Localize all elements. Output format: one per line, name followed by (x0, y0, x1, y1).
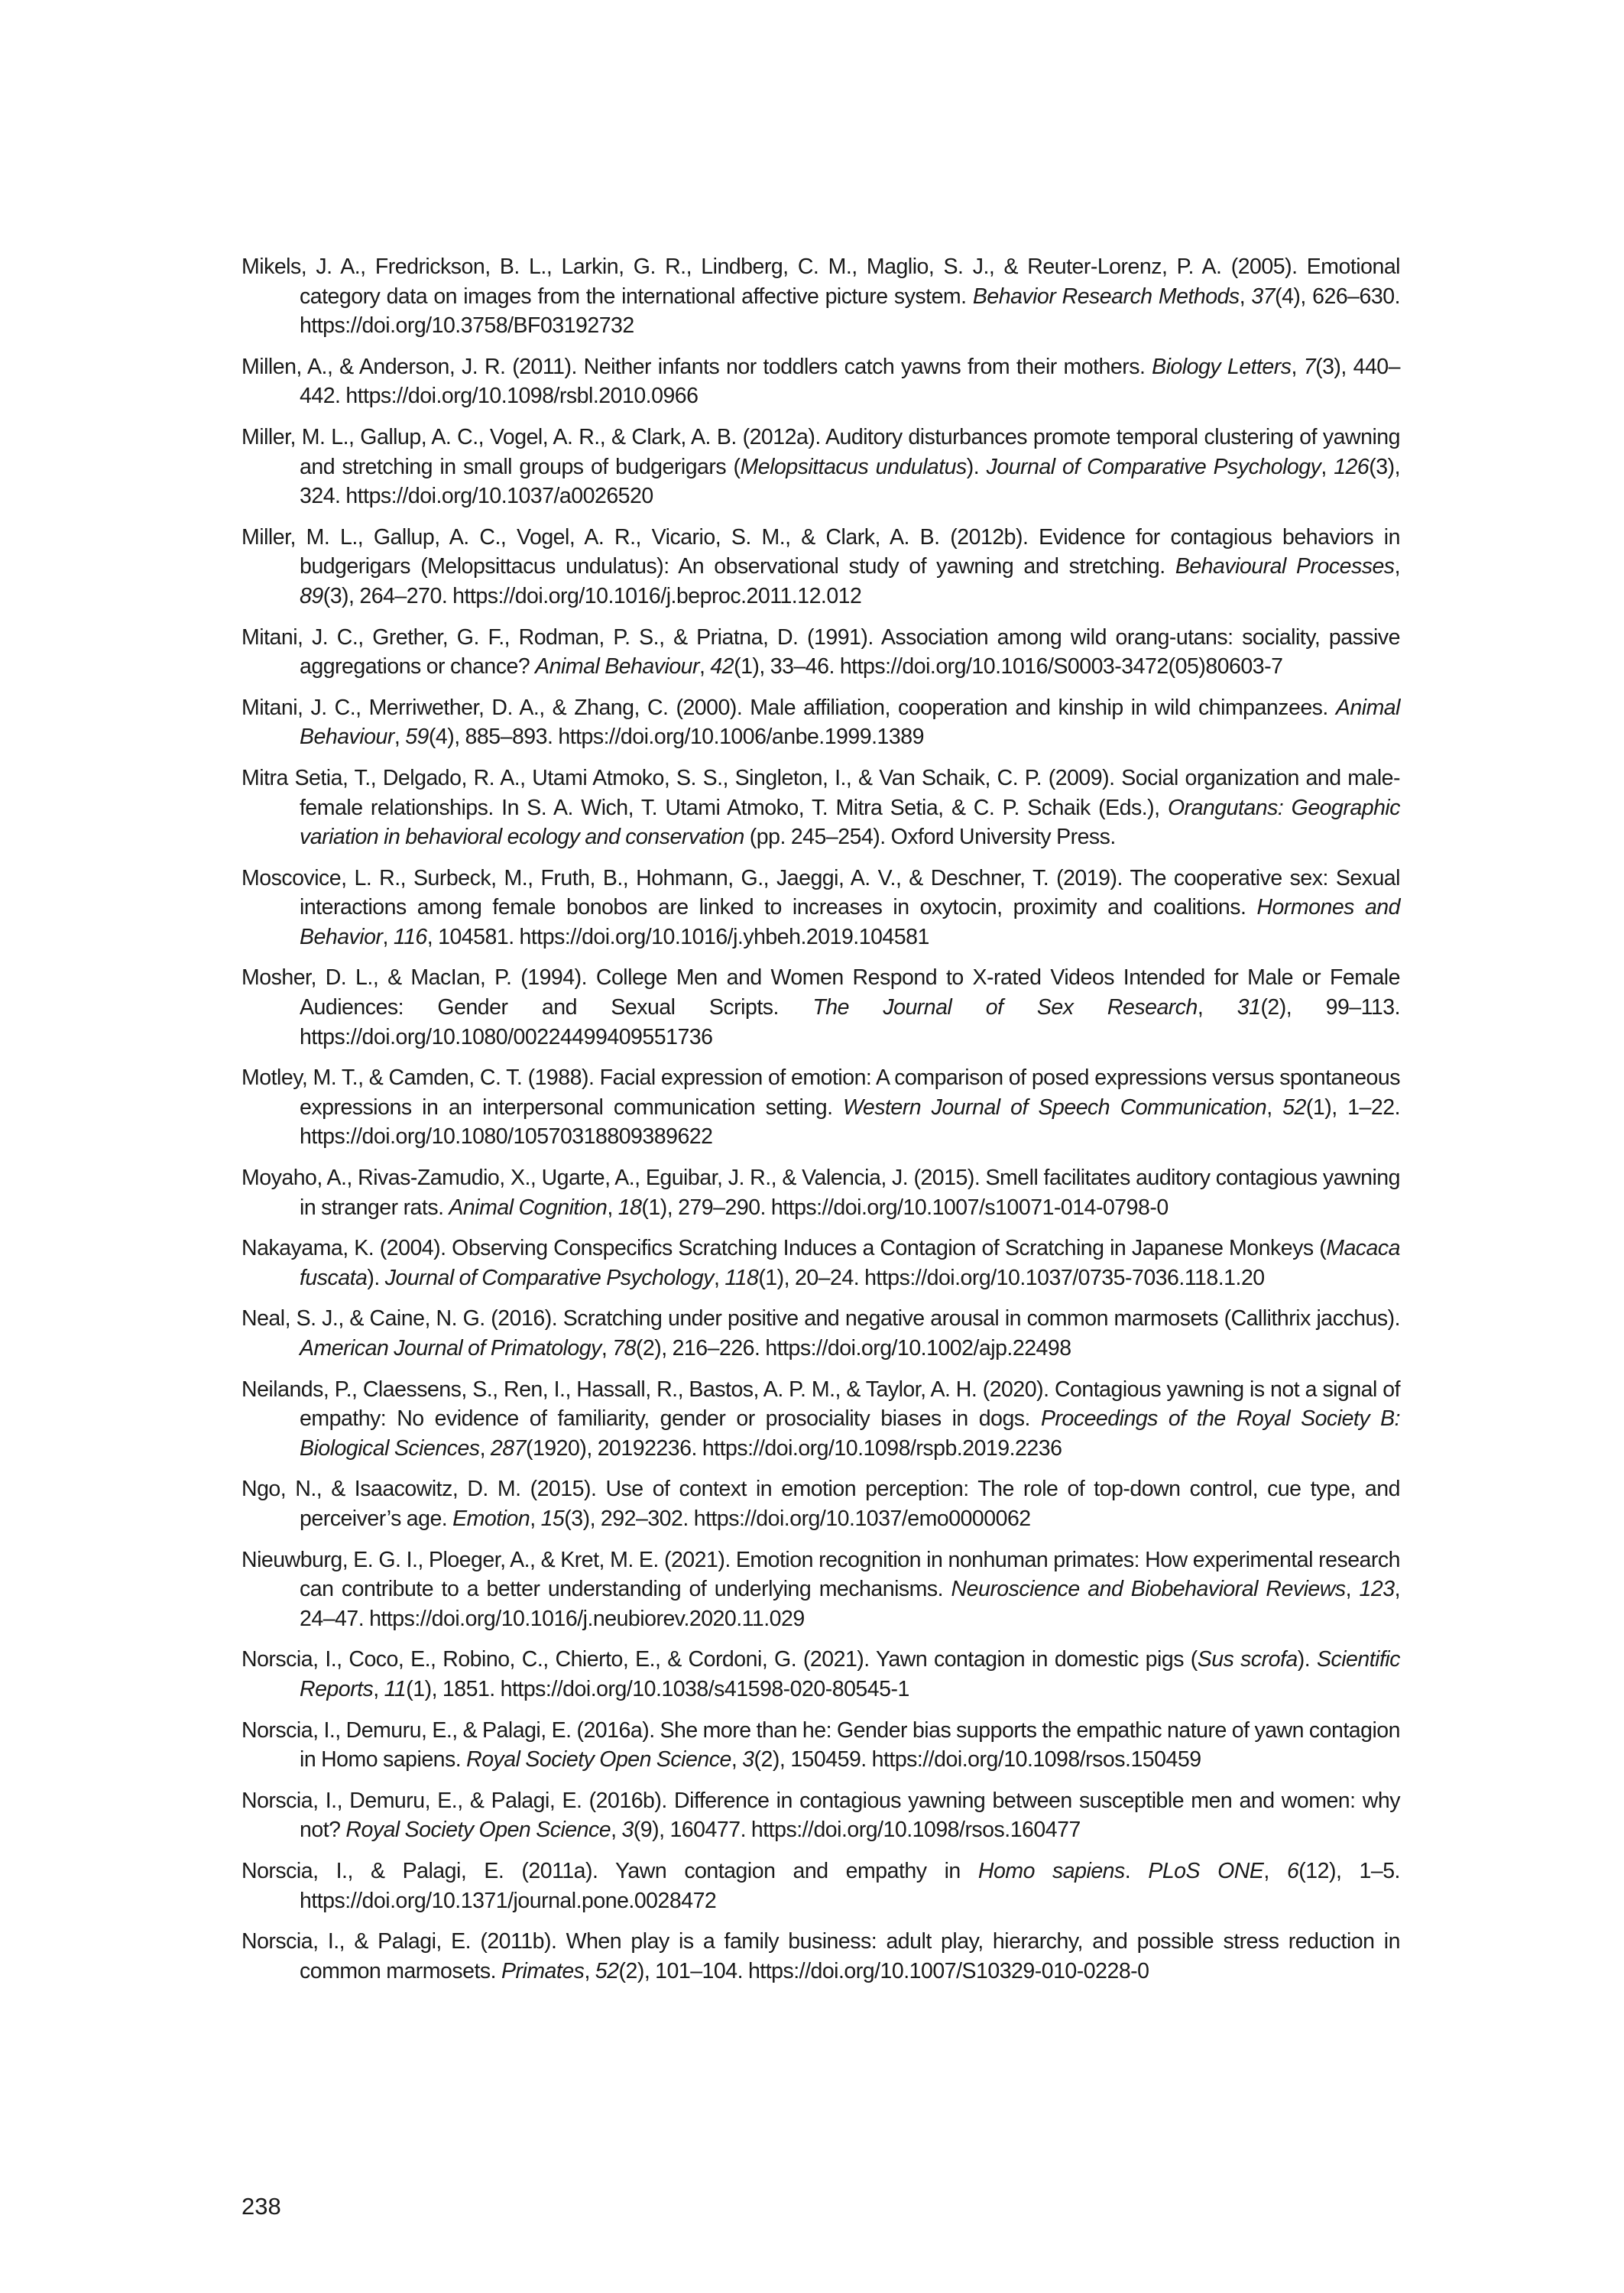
reference-italic-text: Animal Behaviour (535, 654, 700, 679)
reference-entry (241, 1375, 1400, 1464)
reference-text: (1), 1851. https://doi.org/10.1038/s41598-020-80545-1 (406, 1676, 909, 1701)
reference-text: (1), 279–290. https://doi.org/10.1007/s10071-014-0798-0 (641, 1195, 1169, 1220)
reference-italic-text: Behavior Research Methods (972, 284, 1240, 309)
reference-text: Mitani, J. C., Grether, G. F., Rodman, P. S., & Priatna, D. (1991). Association among wild orang-utans: sociality, passive aggregations or chance? (241, 624, 1400, 679)
reference-entry (241, 623, 1400, 682)
reference-text: (3), 440–442. https://doi.org/10.1098/rsbl.2010.0966 (300, 354, 1400, 409)
reference-entry (241, 252, 1400, 341)
reference-entry (241, 1645, 1400, 1704)
reference-entry (241, 1304, 1400, 1363)
reference-italic-text: Behavioural Processes (1175, 554, 1395, 579)
reference-italic-text: Animal Cognition (449, 1195, 608, 1220)
reference-italic-text: 52 (595, 1958, 619, 1983)
reference-entry (241, 352, 1400, 411)
reference-italic-text: PLoS ONE (1148, 1858, 1264, 1883)
reference-italic-text: 18 (618, 1195, 642, 1220)
reference-text: , (394, 725, 406, 750)
reference-text: Mikels, J. A., Fredrickson, B. L., Larkin, G. R., Lindberg, C. M., Maglio, S. J., & Reuter-Lorenz, P. A. (2005). Emotional category data on images from the international affective picture system. (241, 255, 1400, 309)
reference-text: (2), 101–104. https://doi.org/10.1007/S10329-010-0228-0 (618, 1958, 1149, 1983)
reference-text: , (584, 1958, 595, 1983)
reference-entry (241, 1927, 1400, 1986)
reference-text: , 104581. https://doi.org/10.1016/j.yhbeh.2019.104581 (426, 924, 929, 949)
reference-text: , (479, 1435, 491, 1461)
reference-text: Nieuwburg, E. G. I., Ploeger, A., & Kret, M. E. (2021). Emotion recognition in nonhuman primates: How experimental research can contribute to a better understanding of underlying mechanisms. (241, 1547, 1400, 1602)
reference-italic-text: Proceedings of the Royal Society B: Biological Sciences (300, 1406, 1401, 1461)
reference-text: , (373, 1676, 384, 1701)
reference-italic-text: Scientific Reports (300, 1647, 1400, 1701)
reference-text: Mitani, J. C., Merriwether, D. A., & Zhang, C. (2000). Male affiliation, cooperation and kinship in wild chimpanzees. (241, 695, 1336, 720)
reference-italic-text: 31 (1237, 995, 1261, 1020)
reference-text: , (1263, 1858, 1287, 1883)
reference-entry (241, 864, 1400, 952)
reference-italic-text: 78 (612, 1336, 636, 1361)
reference-text: (12), 1–5. https://doi.org/10.1371/journal.pone.0028472 (300, 1858, 1400, 1913)
reference-text: Millen, A., & Anderson, J. R. (2011). Neither infants nor toddlers catch yawns from their mothers. (241, 354, 1152, 379)
reference-text: ). (1297, 1647, 1317, 1672)
reference-text: , (1345, 1577, 1360, 1602)
reference-italic-text: Hormones and Behavior (300, 895, 1400, 949)
reference-italic-text: Emotion (452, 1506, 530, 1531)
reference-entry (241, 1234, 1400, 1292)
reference-italic-text: Western Journal of Speech Communication (843, 1095, 1267, 1120)
reference-text: Miller, M. L., Gallup, A. C., Vogel, A. R., & Clark, A. B. (2012a). Auditory disturbances promote temporal clustering of yawning and stretching in small groups of budgerigars ( (241, 424, 1400, 479)
reference-italic-text: 118 (724, 1265, 759, 1290)
reference-text: ). (367, 1265, 385, 1290)
reference-text: Nakayama, K. (2004). Observing Conspecifics Scratching Induces a Contagion of Scratching in Japanese Monkeys ( (241, 1236, 1327, 1261)
reference-text: (1), 20–24. https://doi.org/10.1037/0735-7036.118.1.20 (758, 1265, 1265, 1290)
reference-italic-text: Biology Letters (1152, 354, 1292, 379)
reference-text: Norscia, I., & Palagi, E. (2011b). When play is a family business: adult play, hierarchy, and possible stress reduction in common marmosets. (241, 1929, 1400, 1983)
reference-text: (3), 264–270. https://doi.org/10.1016/j.beproc.2011.12.012 (323, 583, 862, 608)
reference-text: (1), 1–22. https://doi.org/10.1080/10570318809389622 (300, 1095, 1400, 1150)
reference-list (241, 252, 1400, 1997)
reference-entry (241, 764, 1400, 852)
reference-italic-text: 287 (490, 1435, 526, 1461)
reference-entry (241, 963, 1400, 1052)
reference-italic-text: American Journal of Primatology (300, 1336, 601, 1361)
reference-italic-text: 126 (1334, 454, 1370, 479)
reference-text: Mitra Setia, T., Delgado, R. A., Utami Atmoko, S. S., Singleton, I., & Van Schaik, C. P. (2009). Social organization and male-female relationships. In S. A. Wich, T. Utami Atmoko, T. Mitra Setia, & C. P. Schaik (Eds.), (241, 765, 1400, 820)
reference-text: , (530, 1506, 541, 1531)
reference-entry (241, 1163, 1400, 1222)
reference-text: Moyaho, A., Rivas-Zamudio, X., Ugarte, A., Eguibar, J. R., & Valencia, J. (2015). Smell facilitates auditory contagious yawning in stranger rats. (241, 1166, 1400, 1220)
reference-entry (241, 423, 1400, 511)
reference-text: (4), 626–630. https://doi.org/10.3758/BF03192732 (300, 284, 1400, 339)
reference-italic-text: 52 (1282, 1095, 1306, 1120)
reference-text: (3), 292–302. https://doi.org/10.1037/emo0000062 (564, 1506, 1031, 1531)
reference-text: , (601, 1336, 613, 1361)
reference-text: (9), 160477. https://doi.org/10.1098/rsos.160477 (633, 1818, 1081, 1843)
reference-italic-text: Animal Behaviour (300, 695, 1400, 750)
reference-italic-text: Melopsittacus undulatus (740, 454, 967, 479)
reference-italic-text: 7 (1303, 354, 1316, 379)
reference-text: Norscia, I., Coco, E., Robino, C., Chierto, E., & Cordoni, G. (2021). Yawn contagion in domestic pigs ( (241, 1647, 1198, 1672)
reference-text: , (607, 1195, 618, 1220)
reference-text: Norscia, I., Demuru, E., & Palagi, E. (2016a). She more than he: Gender bias supports the empathic nature of yawn contagion in Homo sapiens. (241, 1717, 1400, 1772)
reference-italic-text: 37 (1251, 284, 1276, 309)
reference-italic-text: 89 (300, 583, 323, 608)
reference-italic-text: Neuroscience and Biobehavioral Reviews (951, 1577, 1346, 1602)
reference-text: , (1266, 1095, 1283, 1120)
reference-text: , (1239, 284, 1252, 309)
reference-text: , (1394, 554, 1400, 579)
reference-entry (241, 523, 1400, 611)
reference-text: . (1124, 1858, 1149, 1883)
reference-italic-text: Sus scrofa (1197, 1647, 1298, 1672)
reference-text: Ngo, N., & Isaacowitz, D. M. (2015). Use of context in emotion perception: The role of top-down control, cue type, and perceiver’s age. (241, 1477, 1400, 1531)
reference-text: , 24–47. https://doi.org/10.1016/j.neubiorev.2020.11.029 (300, 1577, 1400, 1631)
reference-italic-text: 3 (742, 1747, 754, 1772)
reference-text: , (1291, 354, 1304, 379)
reference-text: , (699, 654, 711, 679)
reference-italic-text: Homo sapiens (977, 1858, 1125, 1883)
reference-entry (241, 1786, 1400, 1845)
reference-italic-text: 6 (1286, 1858, 1299, 1883)
reference-text: , (1321, 454, 1334, 479)
reference-italic-text: Journal of Comparative Psychology (384, 1265, 715, 1290)
reference-text: (1920), 20192236. https://doi.org/10.1098/rspb.2019.2236 (525, 1435, 1062, 1461)
reference-italic-text: 116 (393, 924, 427, 949)
reference-italic-text: 59 (405, 725, 429, 750)
reference-text: Norscia, I., & Palagi, E. (2011a). Yawn contagion and empathy in (241, 1858, 978, 1883)
reference-italic-text: Royal Society Open Science (466, 1747, 731, 1772)
reference-entry (241, 1063, 1400, 1152)
page-number: 238 (241, 2193, 281, 2220)
reference-text: (2), 99–113. https://doi.org/10.1080/00224499409551736 (300, 995, 1401, 1049)
reference-text: Motley, M. T., & Camden, C. T. (1988). Facial expression of emotion: A comparison of posed expressions versus spontaneous expressions in an interpersonal communication setting. (241, 1065, 1400, 1120)
reference-text: Norscia, I., Demuru, E., & Palagi, E. (2016b). Difference in contagious yawning between susceptible men and women: why not? (241, 1788, 1400, 1843)
reference-italic-text: Orangutans: Geographic variation in behavioral ecology and conservation (300, 795, 1400, 850)
reference-text: , (714, 1265, 725, 1290)
reference-text: (4), 885–893. https://doi.org/10.1006/anbe.1999.1389 (428, 725, 924, 750)
reference-entry (241, 693, 1400, 752)
reference-italic-text: 11 (384, 1676, 407, 1701)
reference-italic-text: 3 (621, 1818, 634, 1843)
reference-text: (2), 150459. https://doi.org/10.1098/rsos.150459 (754, 1747, 1201, 1772)
reference-italic-text: The Journal of Sex Research (812, 995, 1198, 1020)
reference-text: Neal, S. J., & Caine, N. G. (2016). Scratching under positive and negative arousal in common marmosets (Callithrix jacchus). (241, 1306, 1400, 1331)
reference-italic-text: 123 (1359, 1577, 1395, 1602)
reference-entry (241, 1474, 1400, 1533)
reference-text: , (1197, 995, 1237, 1020)
reference-italic-text: Macaca fuscata (300, 1236, 1400, 1290)
reference-entry (241, 1716, 1400, 1775)
reference-text: (3), 324. https://doi.org/10.1037/a0026520 (300, 454, 1400, 509)
reference-text: ). (966, 454, 987, 479)
reference-italic-text: 42 (710, 654, 734, 679)
reference-italic-text: 15 (540, 1506, 565, 1531)
reference-text: Miller, M. L., Gallup, A. C., Vogel, A. R., Vicario, S. M., & Clark, A. B. (2012b). Evidence for contagious behaviors in budgerigars (Melopsittacus undulatus): An observational study of yawning and stretching. (241, 524, 1400, 579)
reference-entry (241, 1857, 1400, 1915)
reference-text: (2), 216–226. https://doi.org/10.1002/ajp.22498 (635, 1336, 1071, 1361)
reference-text: , (382, 924, 394, 949)
reference-text: Mosher, D. L., & MacIan, P. (1994). College Men and Women Respond to X-rated Videos Intended for Male or Female Audiences: Gender and Sexual Scripts. (241, 965, 1400, 1020)
reference-text: Neilands, P., Claessens, S., Ren, I., Hassall, R., Bastos, A. P. M., & Taylor, A. H. (2020). Contagious yawning is not a signal of empathy: No evidence of familiarity, gender or prosociality biases in dogs. (241, 1377, 1400, 1432)
reference-italic-text: Royal Society Open Science (345, 1818, 611, 1843)
reference-text: Moscovice, L. R., Surbeck, M., Fruth, B., Hohmann, G., Jaeggi, A. V., & Deschner, T. (2019). The cooperative sex: Sexual interactions among female bonobos are linked to increases in oxytocin, proximity and coalitions. (241, 865, 1400, 920)
reference-entry (241, 1545, 1400, 1634)
reference-text: (1), 33–46. https://doi.org/10.1016/S0003-3472(05)80603-7 (734, 654, 1283, 679)
reference-text: (pp. 245–254). Oxford University Press. (744, 825, 1116, 850)
reference-text: , (611, 1818, 622, 1843)
reference-text: , (731, 1747, 743, 1772)
reference-italic-text: Journal of Comparative Psychology (986, 454, 1321, 479)
reference-italic-text: Primates (501, 1958, 585, 1983)
